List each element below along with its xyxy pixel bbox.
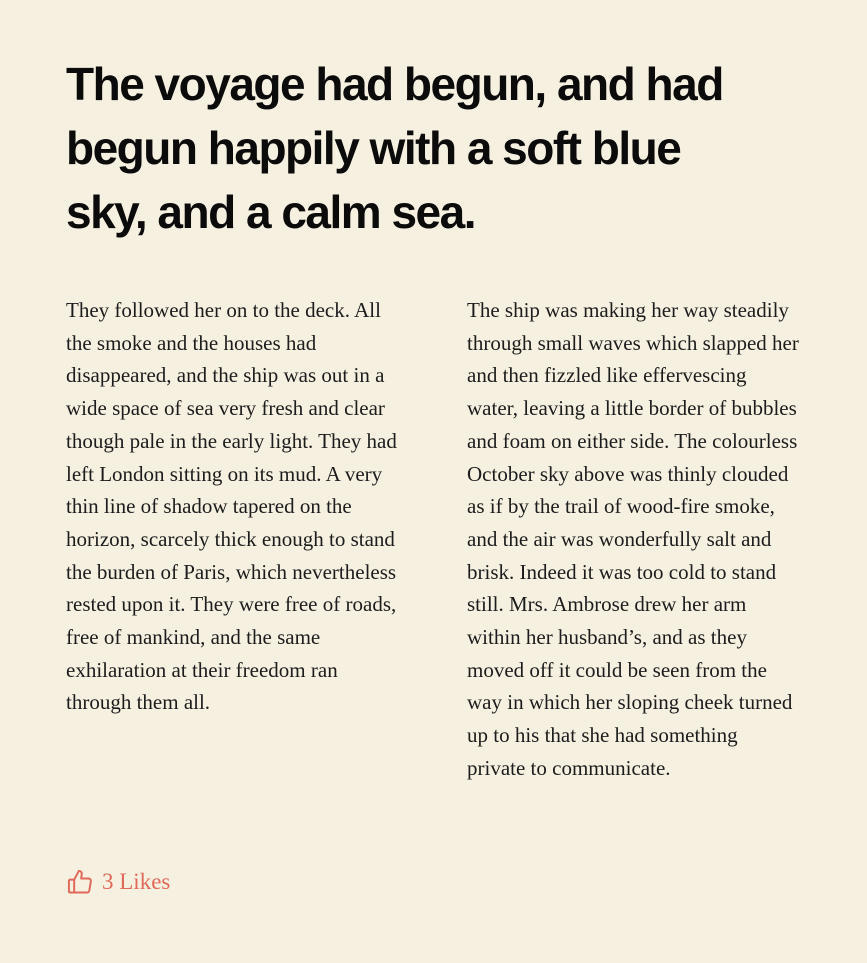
likes-count: 3 Likes: [102, 869, 171, 894]
likes-button[interactable]: [66, 868, 170, 896]
article-body: [66, 294, 801, 785]
body-column-left: They followed her on to the deck. All the smoke and the houses had disappeared, and the ship was out in a wide space of sea very fresh and clear though pale in the early light. They had left London sitting on its mud. A very thin line of shadow tapered on the horizon, scarcely thick enough to stand the burden of Paris, which nevertheless rested upon it. They were free of roads, free of mankind, and the same exhilaration at their freedom ran through them all.: [66, 298, 397, 715]
article-title: The voyage had begun, and had begun happily with a soft blue sky, and a calm sea.: [66, 58, 723, 238]
thumbs-up-icon: [66, 868, 94, 896]
body-column-right: The ship was making her way steadily through small waves which slapped her and then fizzled like effervescing water, leaving a little border of bubbles and foam on either side. The colourless October sky above was thinly clouded as if by the trail of wood-fire smoke, and the air was wonderfully salt and brisk. Indeed it was too cold to stand still. Mrs. Ambrose drew her arm within her husband’s, and as they moved off it could be seen from the way in which her sloping cheek turned up to his that she had something private to communicate.: [467, 298, 799, 780]
